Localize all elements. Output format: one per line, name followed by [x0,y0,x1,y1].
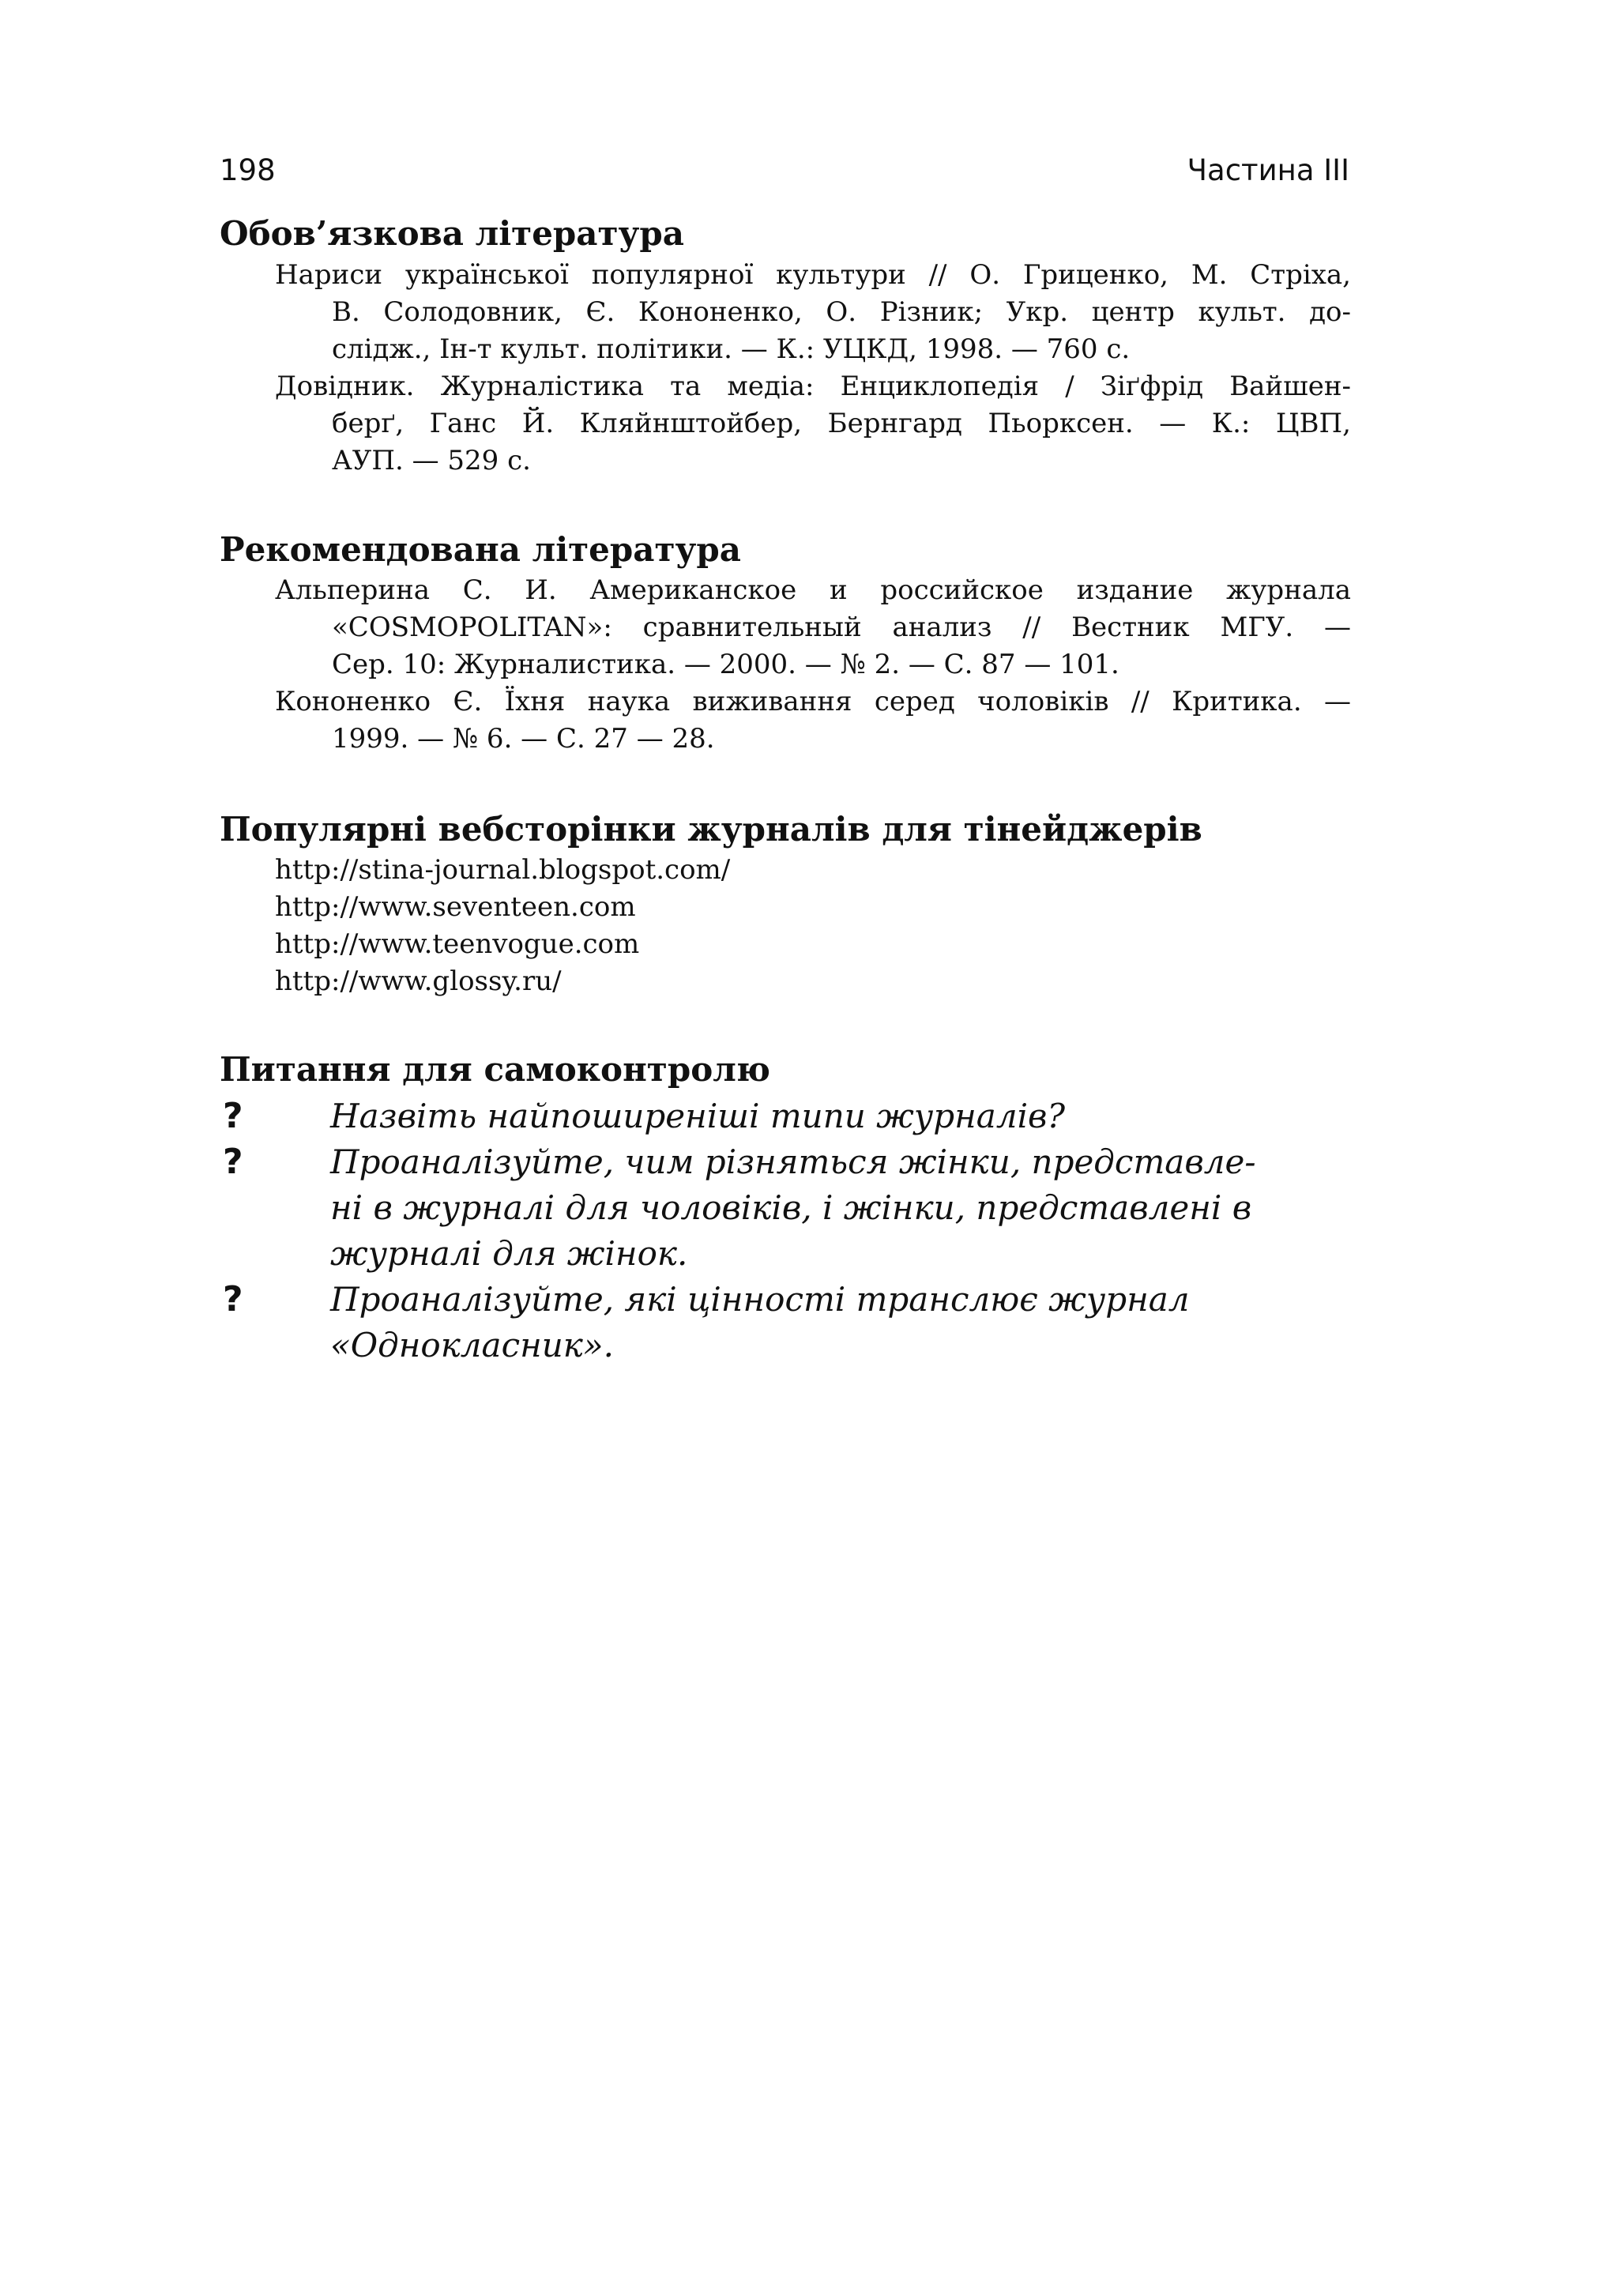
question-line: Назвіть найпоширеніші типи журналів? [330,1097,1065,1135]
question-line: ні в журналі для чоловіків, і жінки, представлені в [330,1188,1252,1227]
website-link[interactable]: http://stina-journal.blogspot.com/ [275,854,731,886]
question-mark-icon: ? [223,1142,243,1182]
question-mark-icon: ? [223,1279,243,1319]
bibliography-entry [275,368,1351,480]
bibliography-entry [275,683,1351,758]
website-link[interactable]: http://www.seventeen.com [275,891,636,923]
websites-heading: Популярні вебсторінки журналів для тінейджерів [220,810,1202,849]
question-item [330,1093,1349,1139]
entry-line: Сер. 10: Журналистика. — 2000. — № 2. — С. 87 — 101. [332,649,1119,680]
entry-line: «COSMOPOLITAN»: сравнительный анализ // Вестник МГУ. — [332,612,1351,643]
entry-line: 1999. — № 6. — С. 27 — 28. [332,723,715,755]
bibliography-entry [275,572,1351,683]
entry-line: слідж., Ін-т культ. політики. — К.: УЦКД, 1998. — 760 с. [332,333,1131,365]
question-mark-icon: ? [223,1096,243,1136]
entry-line: АУП. — 529 с. [332,445,531,476]
entry-line: В. Солодовник, Є. Кононенко, О. Різник; Укр. центр культ. до- [332,296,1351,328]
entry-line: берґ, Ганс Й. Кляйнштойбер, Бернгард Пьорксен. — К.: ЦВП, [332,408,1351,439]
bibliography-entry [275,257,1351,368]
recommended-literature-heading: Рекомендована література [220,530,741,569]
question-item [330,1277,1349,1368]
part-label: Частина III [1187,153,1349,187]
entry-line: Нариси української популярної культури // О. Гриценко, М. Стріха, [275,259,1351,291]
page-number: 198 [220,153,276,187]
question-line: Проаналізуйте, чим різняться жінки, представле- [330,1142,1256,1181]
question-line: Проаналізуйте, які цінності транслює журнал [330,1280,1190,1319]
question-item [330,1139,1349,1277]
website-link[interactable]: http://www.teenvogue.com [275,928,640,960]
entry-line: Альперина С. И. Американское и российское издание журнала [275,574,1351,606]
website-link[interactable]: http://www.glossy.ru/ [275,965,562,997]
question-line: журналі для жінок. [330,1234,688,1273]
entry-line: Довідник. Журналістика та медіа: Енциклопедія / Зіґфрід Вайшен- [275,371,1351,402]
question-line: «Однокласник». [330,1326,614,1364]
required-literature-heading: Обов’язкова література [220,214,684,253]
self-check-heading: Питання для самоконтролю [220,1050,770,1089]
entry-line: Кононенко Є. Їхня наука виживання серед чоловіків // Критика. — [275,686,1351,717]
running-head [220,149,1349,193]
